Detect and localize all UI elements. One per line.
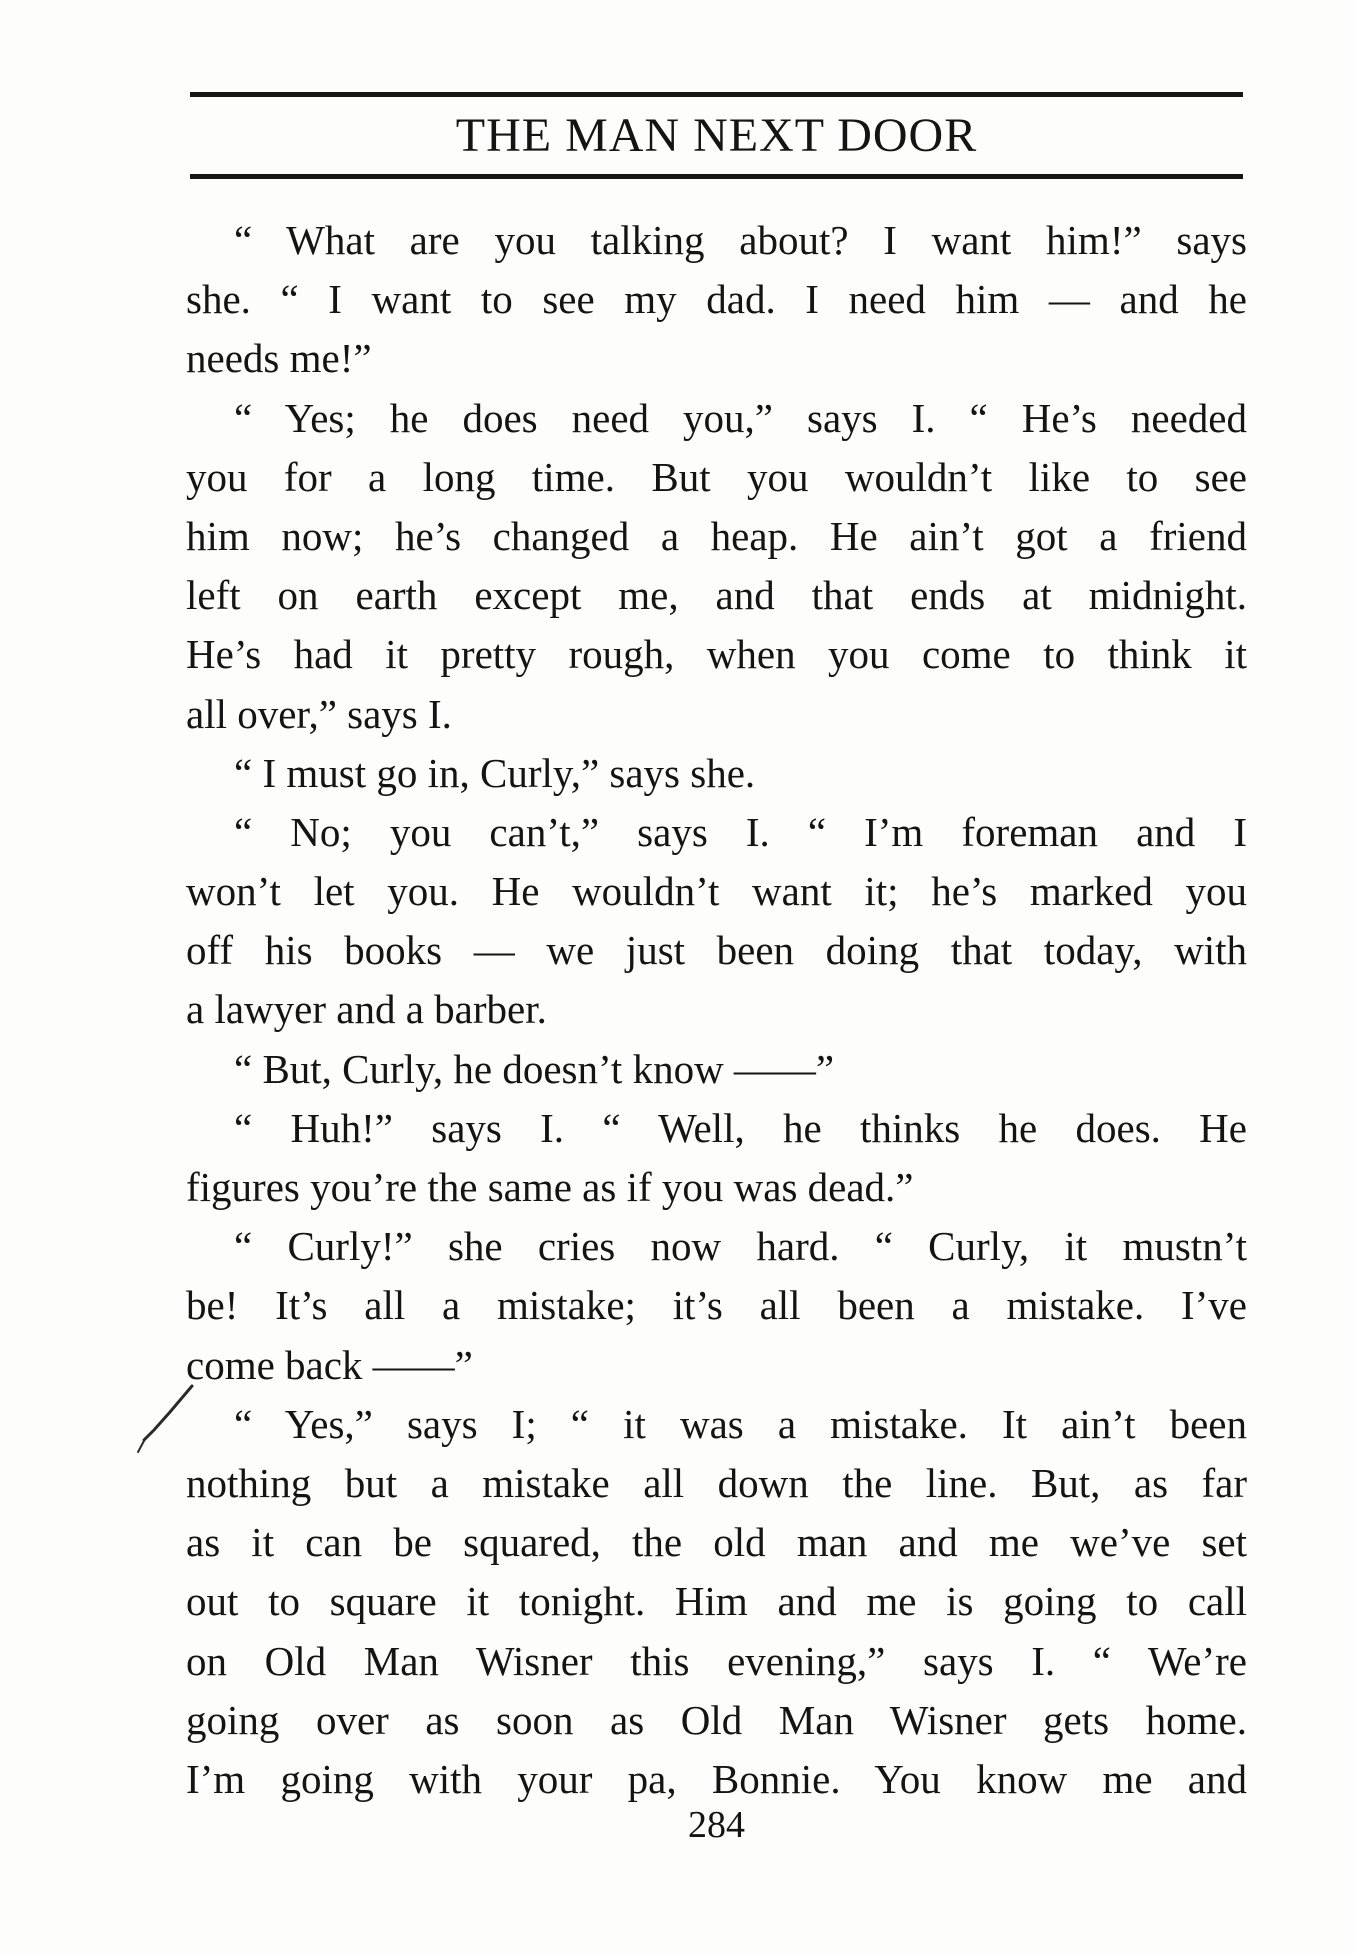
page-number: 284 bbox=[688, 1804, 745, 1846]
text-line: “ I must go in, Curly,” says she. bbox=[234, 749, 756, 796]
text-line: “ What are you talking about? I want him!” says bbox=[234, 217, 1247, 263]
text-line: “ But, Curly, he doesn’t know ——” bbox=[234, 1045, 835, 1092]
text-line: out to square it tonight. Him and me is going to call bbox=[186, 1578, 1247, 1625]
text-line: come back ——” bbox=[186, 1341, 473, 1388]
text-line: a lawyer and a barber. bbox=[186, 986, 547, 1033]
text-line: won’t let you. He wouldn’t want it; he’s marked you bbox=[186, 868, 1247, 915]
text-line: I’m going with your pa, Bonnie. You know me and bbox=[186, 1755, 1247, 1802]
text-line: you for a long time. But you wouldn’t like to see bbox=[186, 453, 1247, 500]
text-line: “ Huh!” says I. “ Well, he thinks he does. He bbox=[234, 1104, 1247, 1151]
text-line: needs me!” bbox=[186, 335, 372, 382]
text-line: “ Yes,” says I; “ it was a mistake. It ain’t been bbox=[234, 1400, 1247, 1447]
text-line: she. “ I want to see my dad. I need him — and he bbox=[186, 276, 1247, 323]
text-line: be! It’s all a mistake; it’s all been a mistake. I’ve bbox=[186, 1282, 1247, 1329]
text-line: He’s had it pretty rough, when you come to think it bbox=[186, 631, 1247, 678]
text-line: figures you’re the same as if you was dead.” bbox=[186, 1164, 914, 1210]
text-line: “ No; you can’t,” says I. “ I’m foreman and I bbox=[234, 808, 1247, 855]
text-line: him now; he’s changed a heap. He ain’t got a friend bbox=[186, 512, 1247, 559]
pencil-check-mark bbox=[136, 1382, 196, 1454]
text-line: “ Curly!” she cries now hard. “ Curly, it mustn’t bbox=[234, 1223, 1247, 1270]
body-text bbox=[186, 211, 1247, 1809]
text-line: on Old Man Wisner this evening,” says I. “ We’re bbox=[186, 1637, 1247, 1684]
text-line: going over as soon as Old Man Wisner gets home. bbox=[186, 1696, 1247, 1743]
text-line: nothing but a mistake all down the line. But, as far bbox=[186, 1459, 1247, 1506]
text-line: “ Yes; he does need you,” says I. “ He’s needed bbox=[234, 394, 1247, 441]
header-rule-top bbox=[190, 92, 1243, 97]
header-rule-bottom bbox=[190, 174, 1243, 179]
text-line: left on earth except me, and that ends at midnight. bbox=[186, 572, 1247, 619]
running-head: THE MAN NEXT DOOR bbox=[455, 109, 978, 162]
text-line: off his books — we just been doing that today, with bbox=[186, 927, 1247, 974]
text-line: all over,” says I. bbox=[186, 690, 452, 737]
text-line: as it can be squared, the old man and me we’ve set bbox=[186, 1519, 1247, 1566]
